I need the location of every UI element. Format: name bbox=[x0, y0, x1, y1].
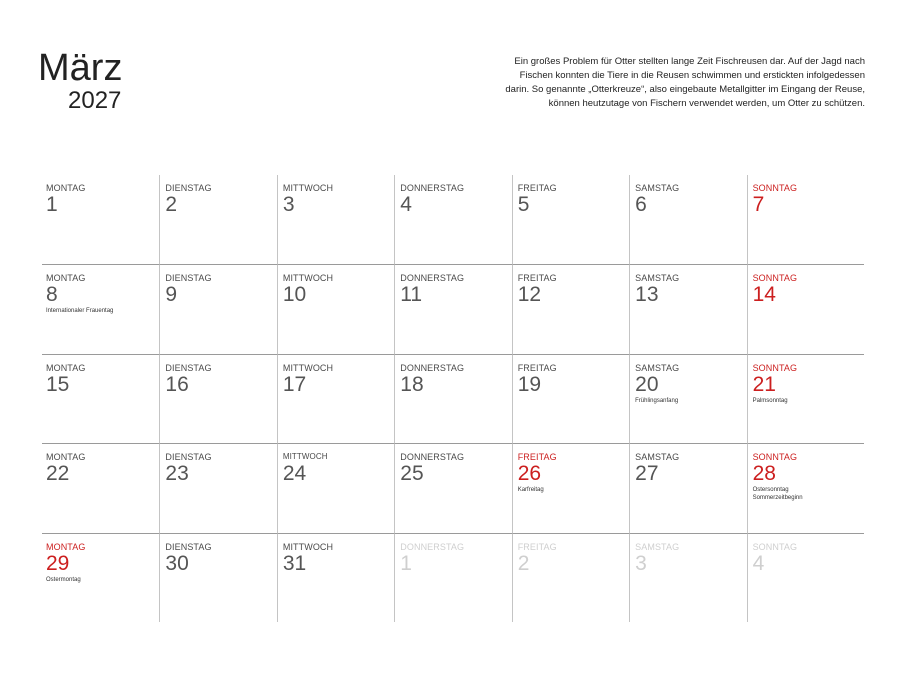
day-number: 12 bbox=[517, 283, 542, 307]
day-cell-sunday bbox=[747, 354, 864, 443]
day-cell bbox=[159, 443, 276, 532]
day-number: 30 bbox=[165, 551, 189, 575]
day-cell bbox=[277, 533, 394, 622]
day-number: 1 bbox=[400, 551, 412, 575]
day-cell-next-month bbox=[512, 533, 629, 622]
day-number: 10 bbox=[282, 283, 307, 307]
day-cell bbox=[277, 354, 394, 443]
day-number: 4 bbox=[400, 193, 412, 216]
weekday-label: DONNERSTAG bbox=[400, 183, 465, 193]
day-cell bbox=[394, 443, 511, 532]
day-cell-holiday bbox=[42, 533, 159, 622]
weekday-label: MONTAG bbox=[46, 362, 86, 373]
year-title: 2027 bbox=[68, 87, 122, 114]
day-number: 11 bbox=[400, 283, 423, 307]
day-number: 21 bbox=[752, 372, 776, 396]
weekday-label: FREITAG bbox=[517, 273, 557, 284]
weekday-label: SAMSTAG bbox=[635, 362, 680, 373]
day-number: 17 bbox=[282, 372, 307, 396]
weekday-label: DONNERSTAG bbox=[400, 273, 465, 284]
weekday-label: SONNTAG bbox=[752, 273, 798, 284]
day-cell bbox=[277, 443, 394, 532]
weekday-label: DIENSTAG bbox=[165, 541, 212, 552]
day-number: 15 bbox=[46, 372, 70, 396]
weekday-label: DONNERSTAG bbox=[400, 362, 465, 373]
day-cell bbox=[277, 264, 394, 353]
day-number: 13 bbox=[635, 283, 659, 307]
calendar-grid bbox=[42, 175, 864, 622]
weekday-label: SAMSTAG bbox=[635, 183, 680, 193]
day-number: 4 bbox=[752, 551, 765, 575]
holiday-note: Frühlingsanfang bbox=[635, 397, 679, 404]
day-number: 2 bbox=[517, 551, 530, 575]
day-number: 31 bbox=[282, 551, 307, 575]
holiday-note: Karfreitag bbox=[517, 487, 544, 494]
day-number: 24 bbox=[282, 462, 307, 486]
weekday-label: DONNERSTAG bbox=[400, 541, 465, 552]
holiday-note: Ostersonntag bbox=[752, 487, 789, 494]
day-number: 27 bbox=[635, 462, 659, 486]
day-cell bbox=[512, 264, 629, 353]
day-cell bbox=[277, 175, 394, 264]
weekday-label: MITTWOCH bbox=[282, 273, 334, 284]
day-number: 18 bbox=[400, 372, 424, 396]
intro-text: Ein großes Problem für Otter stellten lange Zeit Fischreusen dar. Auf der Jagd nach Fischen konnten die Tiere in die Reusen schwimmen und erstickten infolgedessen darin. So genannte „Otterkreuze“, also eingebaute Metallgitter im Eingang der Reuse, können heutzutage von Fischern verwendet werden, um Otter zu schützen. bbox=[505, 56, 865, 109]
day-cell-sunday bbox=[747, 175, 864, 264]
day-cell bbox=[159, 264, 276, 353]
weekday-label: SONNTAG bbox=[752, 362, 798, 373]
weekday-label: SONNTAG bbox=[752, 541, 798, 552]
day-cell bbox=[629, 354, 746, 443]
day-number: 22 bbox=[46, 462, 70, 486]
holiday-note: Palmsonntag bbox=[752, 397, 788, 404]
weekday-label: SAMSTAG bbox=[635, 541, 680, 552]
day-cell bbox=[42, 354, 159, 443]
day-number: 7 bbox=[752, 193, 765, 216]
day-number: 1 bbox=[46, 193, 58, 216]
day-cell-next-month bbox=[394, 533, 511, 622]
holiday-note: Ostermontag bbox=[46, 576, 81, 583]
day-number: 3 bbox=[635, 551, 647, 575]
weekday-label: MONTAG bbox=[46, 183, 86, 193]
day-cell bbox=[159, 175, 276, 264]
day-cell bbox=[42, 443, 159, 532]
day-number: 28 bbox=[752, 462, 776, 486]
day-cell-holiday bbox=[512, 443, 629, 532]
weekday-label: MONTAG bbox=[46, 452, 86, 463]
weekday-label: DONNERSTAG bbox=[400, 452, 465, 463]
weekday-label: SAMSTAG bbox=[635, 273, 680, 284]
day-number: 25 bbox=[400, 462, 424, 486]
weekday-label: DIENSTAG bbox=[165, 183, 212, 193]
day-number: 19 bbox=[517, 372, 542, 396]
weekday-label: DIENSTAG bbox=[165, 452, 212, 463]
day-number: 9 bbox=[165, 283, 178, 307]
day-cell bbox=[629, 443, 746, 532]
weekday-label: DIENSTAG bbox=[165, 273, 212, 284]
day-number: 3 bbox=[282, 193, 295, 216]
weekday-label: FREITAG bbox=[517, 541, 557, 552]
weekday-label: FREITAG bbox=[517, 362, 557, 373]
weekday-label: FREITAG bbox=[517, 452, 557, 463]
day-cell bbox=[394, 175, 511, 264]
weekday-label: SAMSTAG bbox=[635, 452, 680, 463]
weekday-label: DIENSTAG bbox=[165, 362, 212, 373]
day-cell bbox=[159, 533, 276, 622]
day-number: 5 bbox=[517, 193, 530, 216]
day-cell bbox=[512, 354, 629, 443]
day-cell-next-month bbox=[629, 533, 746, 622]
day-number: 14 bbox=[752, 283, 776, 307]
day-number: 23 bbox=[165, 462, 189, 486]
weekday-label: SONNTAG bbox=[752, 452, 798, 463]
weekday-label: MITTWOCH bbox=[282, 452, 328, 462]
day-number: 20 bbox=[635, 372, 659, 396]
day-cell bbox=[42, 175, 159, 264]
day-number: 29 bbox=[46, 551, 70, 575]
weekday-label: SONNTAG bbox=[752, 183, 798, 193]
day-cell-sunday bbox=[747, 443, 864, 532]
holiday-note: Internationaler Frauentag bbox=[46, 308, 114, 315]
weekday-label: MONTAG bbox=[46, 273, 86, 284]
day-cell bbox=[159, 354, 276, 443]
holiday-note: Sommerzeitbeginn bbox=[752, 495, 803, 502]
weekday-label: MITTWOCH bbox=[282, 183, 334, 193]
day-cell bbox=[394, 354, 511, 443]
day-cell-sunday bbox=[747, 264, 864, 353]
day-cell bbox=[42, 264, 159, 353]
weekday-label: MONTAG bbox=[46, 541, 86, 552]
day-number: 16 bbox=[165, 372, 189, 396]
day-number: 8 bbox=[46, 283, 58, 307]
weekday-label: FREITAG bbox=[517, 183, 557, 193]
weekday-label: MITTWOCH bbox=[282, 541, 334, 552]
day-cell-next-month bbox=[747, 533, 864, 622]
day-cell bbox=[629, 264, 746, 353]
day-cell bbox=[394, 264, 511, 353]
day-number: 2 bbox=[165, 193, 178, 216]
day-number: 6 bbox=[635, 193, 647, 216]
month-title: März bbox=[38, 47, 123, 89]
day-cell bbox=[629, 175, 746, 264]
weekday-label: MITTWOCH bbox=[282, 362, 334, 373]
day-cell bbox=[512, 175, 629, 264]
day-number: 26 bbox=[517, 462, 542, 486]
